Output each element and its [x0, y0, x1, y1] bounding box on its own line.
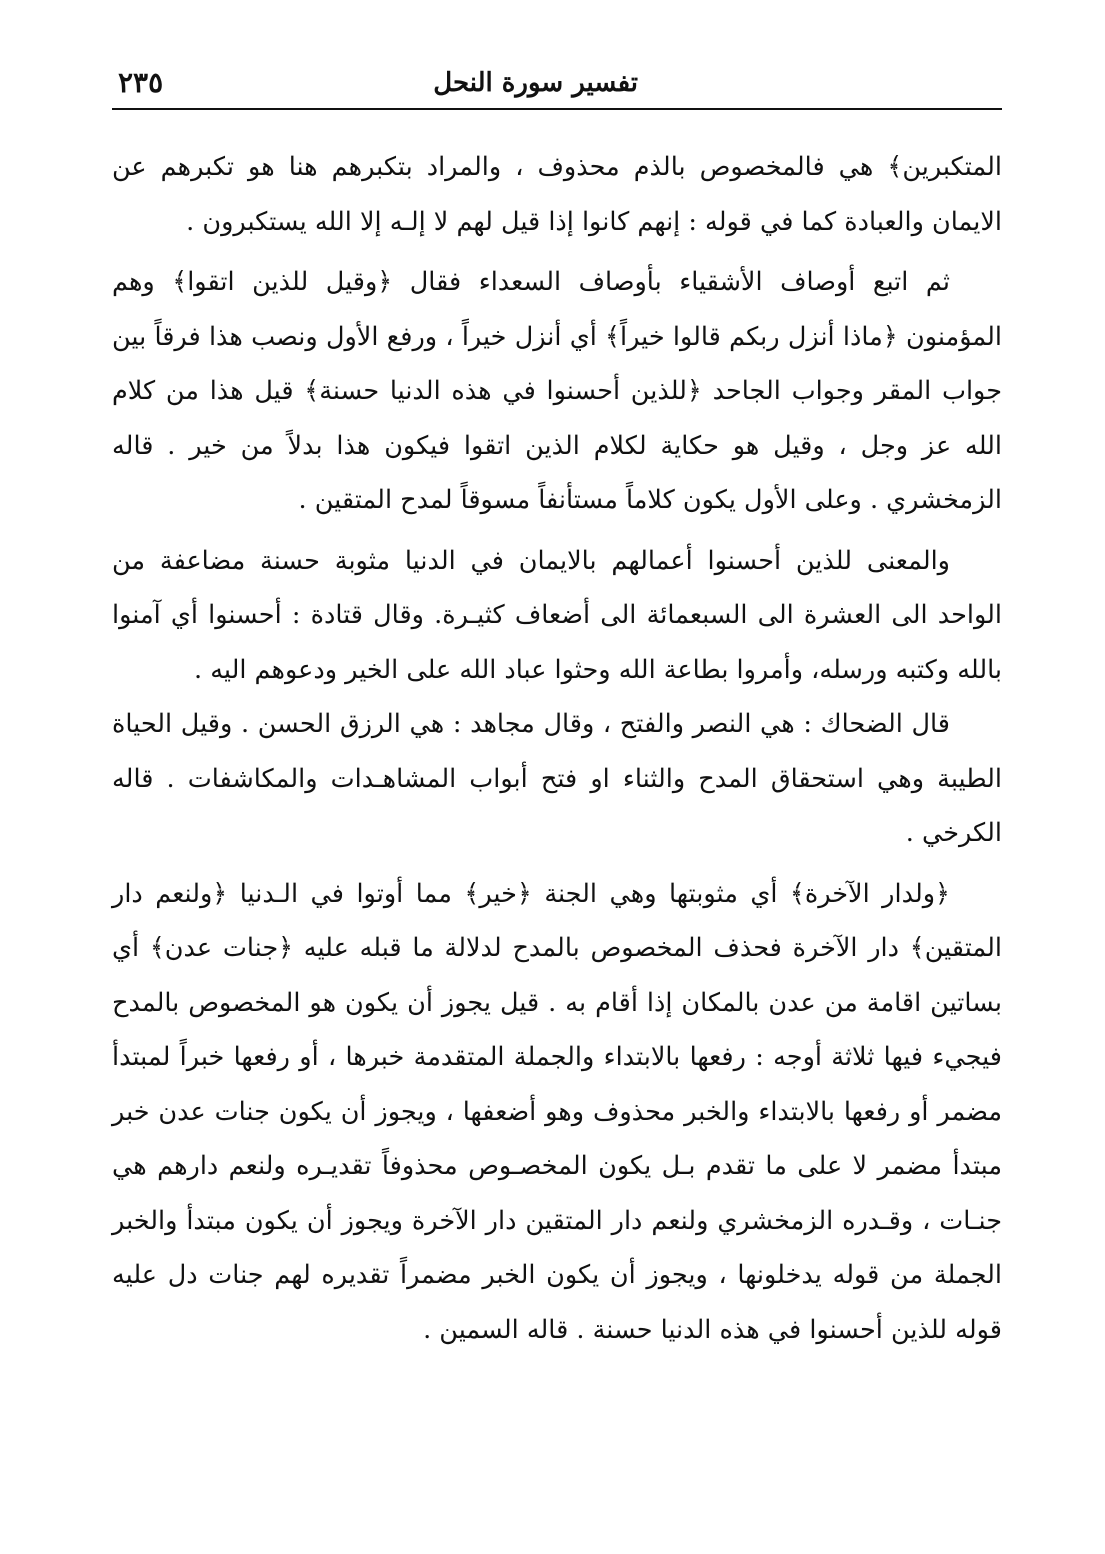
paragraph: ثم اتبع أوصاف الأشقياء بأوصاف السعداء فقال ﴿وقيل للذين اتقوا﴾ وهم المؤمنون ﴿ماذا أنزل ربكم قالوا خيراً﴾ أي أنزل خيراً ، ورفع الأول ونصب هذا فرقاً بين جواب المقر وجواب الجاحد ﴿للذين أحسنوا في هذه الدنيا حسنة﴾ قيل هذا من كلام الله عز وجل ، وقيل هو حكاية لكلام الذين اتقوا فيكون هذا بدلاً من خير . قاله الزمخشري . وعلى الأول يكون كلاماً مستأنفاً مسوقاً لمدح المتقين .	[112, 267, 1002, 515]
paragraph: المتكبرين﴾ هي فالمخصوص بالذم محذوف ، والمراد بتكبرهم هنا هو تكبرهم عن الايمان والعبادة كما في قوله : إنهم كانوا إذا قيل لهم لا إلـه إلا الله يستكبرون .	[112, 152, 1002, 237]
header-divider	[112, 108, 1002, 110]
running-title: تفسير سورة النحل	[433, 68, 638, 98]
body-text	[112, 140, 1002, 1357]
paragraph: قال الضحاك : هي النصر والفتح ، وقال مجاهد : هي الرزق الحسن . وقيل الحياة الطيبة وهي استحقاق المدح والثناء او فتح أبواب المشاهـدات والمكاشفات . قاله الكرخي .	[112, 709, 1002, 848]
page-header	[118, 62, 998, 102]
paragraph: ﴿ولدار الآخرة﴾ أي مثوبتها وهي الجنة ﴿خير﴾ مما أوتوا في الـدنيا ﴿ولنعم دار المتقين﴾ دار الآخرة فحذف المخصوص بالمدح لدلالة ما قبله عليه ﴿جنات عدن﴾ أي بساتين اقامة من عدن بالمكان إذا أقام به . قيل يجوز أن يكون هو المخصوص بالمدح فيجيء فيها ثلاثة أوجه : رفعها بالابتداء والجملة المتقدمة خبرها ، أو رفعها خبراً لمبتدأ مضمر أو رفعها بالابتداء والخبر محذوف وهو أضعفها ، ويجوز أن يكون جنات عدن خبر مبتدأ مضمر لا على ما تقدم بـل يكون المخصـوص محذوفاً تقديـره ولنعم دارهم هي جنـات ، وقـدره الزمخشري ولنعم دار المتقين دار الآخرة ويجوز أن يكون مبتدأ والخبر الجملة من قوله يدخلونها ، ويجوز أن يكون الخبر مضمراً تقديره لهم جنات دل عليه قوله للذين أحسنوا في هذه الدنيا حسنة . قاله السمين .	[112, 878, 1002, 1345]
page-number: ٢٣٥	[118, 66, 164, 99]
paragraph: والمعنى للذين أحسنوا أعمالهم بالايمان في الدنيا مثوبة حسنة مضاعفة من الواحد الى العشرة الى السبعمائة الى أضعاف كثيـرة. وقال قتادة : أحسنوا أي آمنوا بالله وكتبه ورسله، وأمروا بطاعة الله وحثوا عباد الله على الخير ودعوهم اليه .	[112, 545, 1002, 685]
